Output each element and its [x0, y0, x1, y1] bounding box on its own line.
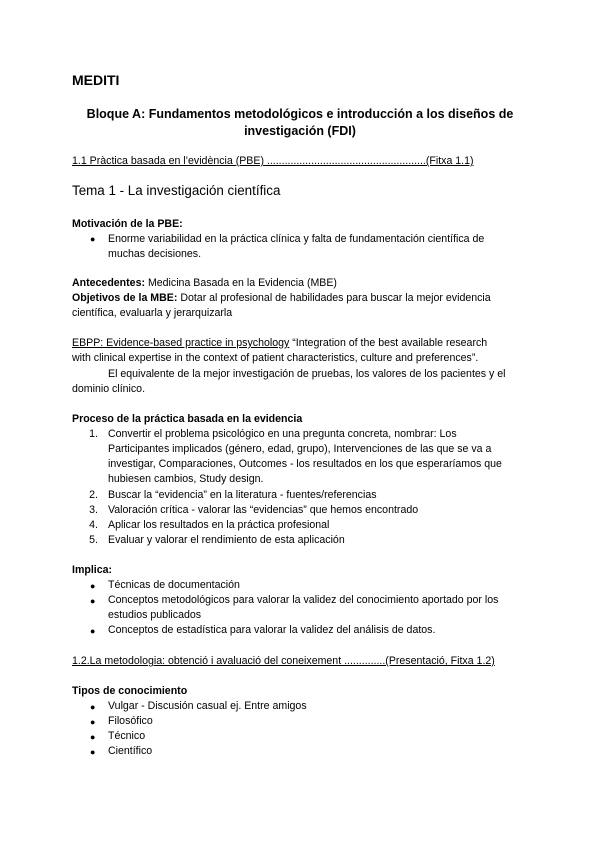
motivacion-item-line2: muchas decisiones. [108, 248, 202, 260]
ebpp-line2: with clinical expertise in the context of patient characteristics, culture and preferences”. [72, 352, 479, 364]
tipos-heading: Tipos de conocimiento [72, 685, 188, 697]
list-item-line: Científico [108, 745, 153, 757]
list-item-line: Evaluar y valorar el rendimiento de esta aplicación [108, 534, 345, 546]
list-item-line: estudios publicados [108, 609, 202, 621]
list-item-line: Filosófico [108, 715, 153, 727]
implica-heading: Implica: [72, 564, 113, 576]
antecedentes-line [72, 277, 337, 289]
list-item-line: Técnicas de documentación [108, 579, 240, 591]
list-item-line: Buscar la “evidencia” en la literatura - fuentes/referencias [108, 489, 377, 501]
list-item-line: Conceptos de estadística para valorar la validez del análisis de datos. [108, 624, 436, 636]
list-item-line: hubiesen cambios, Study design. [108, 473, 264, 485]
toc-entry-1-1[interactable]: 1.1 Pràctica basada en l’evidència (PBE) ......................................................(Fitxa 1.1) [72, 155, 474, 167]
block-title-line1: Bloque A: Fundamentos metodológicos e introducción a los diseños de [86, 107, 514, 121]
bullet-icon: ● [90, 702, 96, 712]
bullet-icon: ● [90, 581, 96, 591]
motivacion-item-line1: Enorme variabilidad en la práctica clínica y falta de fundamentación científica de [108, 233, 485, 245]
list-item-line: Aplicar los resultados en la práctica profesional [108, 519, 330, 531]
antecedentes-text: Medicina Basada en la Evidencia (MBE) [145, 277, 337, 289]
antecedentes-label: Antecedentes: [72, 277, 145, 289]
objetivos-line [72, 292, 491, 304]
tema-heading: Tema 1 - La investigación científica [72, 183, 281, 198]
ebpp-line1 [72, 337, 487, 349]
toc-entry-1-2[interactable]: 1.2.La metodologia: obtenció i avaluació del coneixement ..............(Presentació, Fitxa 1.2) [72, 655, 495, 667]
list-item-line: Técnico [108, 730, 146, 742]
list-number: 5. [89, 534, 98, 546]
list-item-line: Valoración crítica - valorar las “evidencias” que hemos encontrado [108, 504, 419, 516]
list-item-line: Convertir el problema psicológico en una pregunta concreta, nombrar: Los [108, 428, 457, 440]
bullet-icon: ● [90, 717, 96, 727]
ebpp-line3: El equivalente de la mejor investigación de pruebas, los valores de los pacientes y el [108, 368, 506, 380]
list-number: 4. [89, 519, 98, 531]
list-number: 2. [89, 489, 98, 501]
bullet-icon: ● [90, 747, 96, 757]
objetivos-text: Dotar al profesional de habilidades para buscar la mejor evidencia [177, 292, 491, 304]
bullet-icon: ● [90, 626, 96, 636]
document-title: MEDITI [72, 72, 120, 88]
list-item-line: Participantes implicados (género, edad, grupo), Intervenciones de las que se va a [108, 443, 492, 455]
bullet-icon: ● [90, 596, 96, 606]
block-title-line2: investigación (FDI) [244, 124, 356, 138]
motivacion-heading: Motivación de la PBE: [72, 218, 183, 230]
list-item-line: Vulgar - Discusión casual ej. Entre amigos [108, 700, 307, 712]
proceso-heading: Proceso de la práctica basada en la evidencia [72, 413, 303, 425]
list-item-line: investigar, Comparaciones, Outcomes - los resultados en los que esperaríamos que [108, 458, 502, 470]
ebpp-term: EBPP: Evidence-based practice in psychology [72, 337, 290, 349]
bullet-icon: ● [90, 234, 96, 244]
ebpp-quote: “Integration of the best available research [289, 337, 488, 349]
list-number: 1. [89, 428, 98, 440]
ebpp-line4: dominio clínico. [72, 383, 146, 395]
bullet-icon: ● [90, 732, 96, 742]
objetivos-line2: científica, evaluarla y jerarquizarla [72, 307, 233, 319]
list-item-line: Conceptos metodológicos para valorar la validez del conocimiento aportado por los [108, 594, 499, 606]
list-number: 3. [89, 504, 98, 516]
objetivos-label: Objetivos de la MBE: [72, 292, 178, 304]
